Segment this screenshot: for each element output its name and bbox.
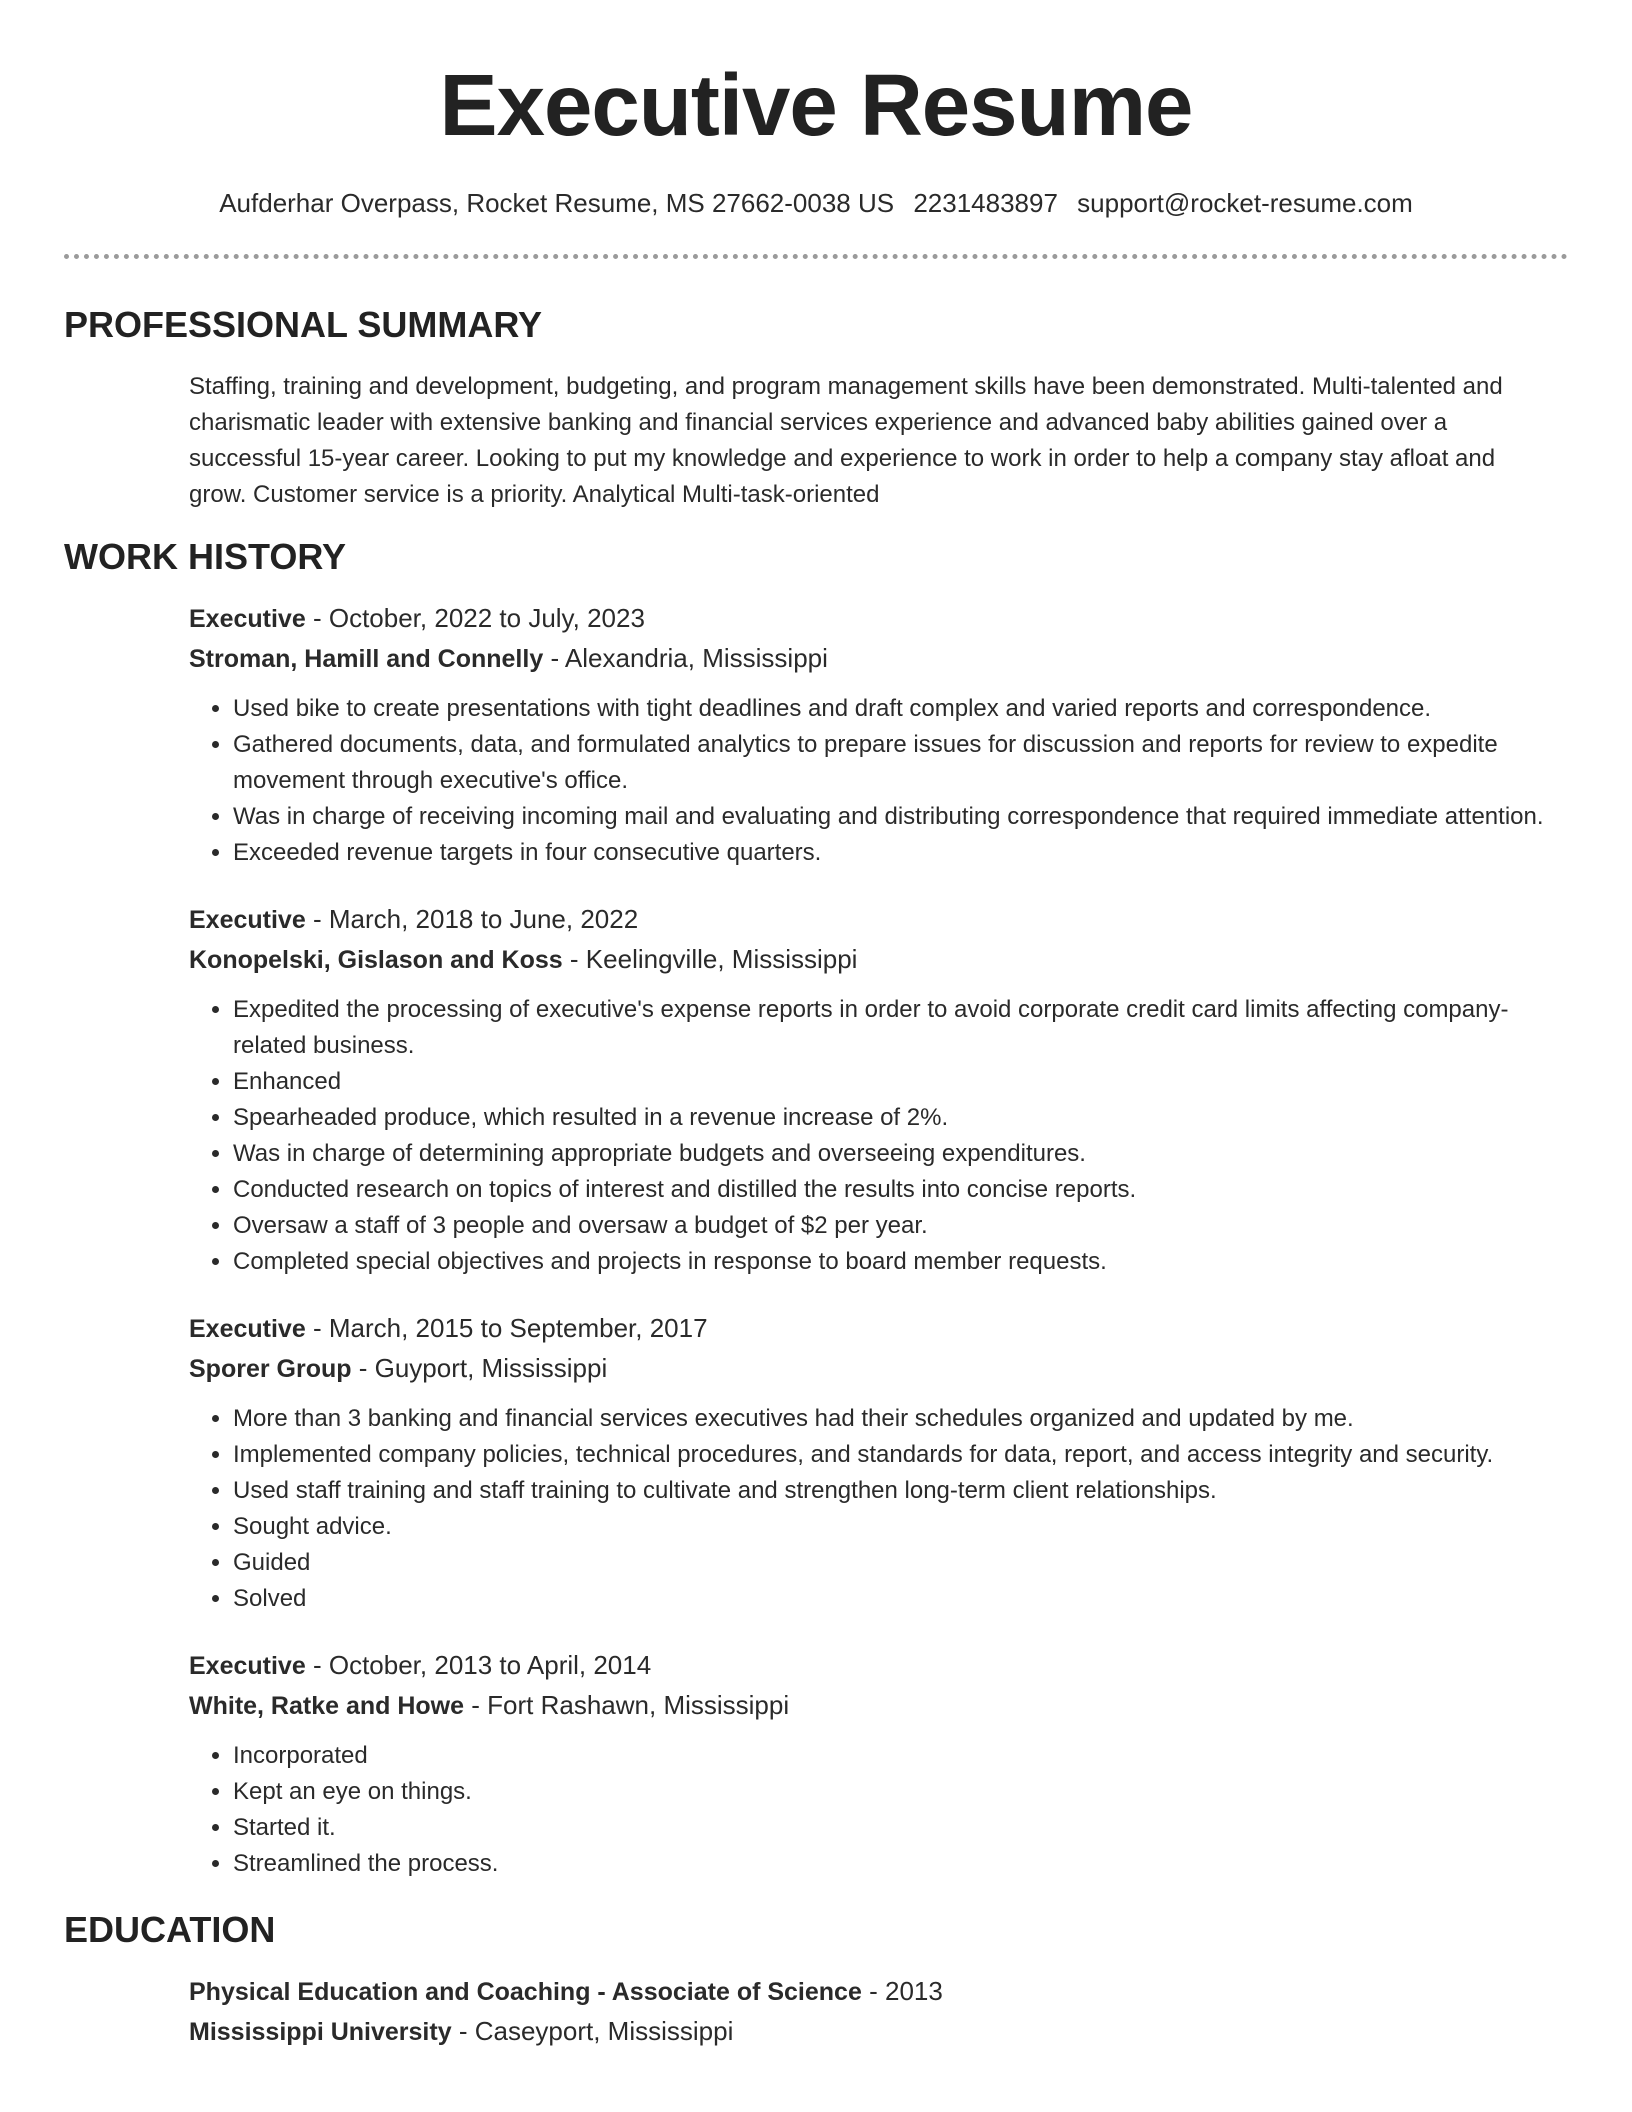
job-title-line <box>189 599 1568 639</box>
contact-address: Aufderhar Overpass, Rocket Resume, MS 27662-0038 US <box>219 188 895 218</box>
job-company: Konopelski, Gislason and Koss <box>189 946 563 974</box>
education-location: - Caseyport, Mississippi <box>451 2016 734 2046</box>
job-title: Executive <box>189 906 306 934</box>
list-item: • Enhanced <box>233 1064 1568 1100</box>
contact-email: support@rocket-resume.com <box>1077 188 1413 218</box>
list-item: • Incorporated <box>233 1738 1568 1774</box>
contact-line <box>0 186 1632 220</box>
list-item: • Streamlined the process. <box>233 1846 1568 1882</box>
job-entry <box>189 900 1568 1280</box>
education-degree: Physical Education and Coaching - Associate of Science <box>189 1978 862 2006</box>
job-title-line <box>189 900 1568 940</box>
job-location: - Guyport, Mississippi <box>351 1353 608 1383</box>
education-degree-line <box>189 1972 1632 2012</box>
list-item: • Exceeded revenue targets in four consecutive quarters. <box>233 835 1568 871</box>
education-heading: EDUCATION <box>64 1909 276 1950</box>
education-school: Mississippi University <box>189 2018 452 2046</box>
job-title: Executive <box>189 1315 306 1343</box>
job-entry <box>189 599 1568 871</box>
job-dates: - October, 2013 to April, 2014 <box>305 1650 652 1680</box>
job-company-line <box>189 1349 1568 1389</box>
education-school-line <box>189 2012 1632 2052</box>
job-location: - Keelingville, Mississippi <box>562 944 858 974</box>
job-dates: - March, 2015 to September, 2017 <box>305 1313 708 1343</box>
job-location: - Fort Rashawn, Mississippi <box>464 1690 790 1720</box>
job-title: Executive <box>189 1652 306 1680</box>
resume-title: Executive Resume <box>439 57 1193 154</box>
list-item: • Guided <box>233 1545 1568 1581</box>
list-item: • Sought advice. <box>233 1509 1568 1545</box>
header-divider <box>64 254 1568 259</box>
job-company: Stroman, Hamill and Connelly <box>189 645 544 673</box>
job-company-line <box>189 1686 1568 1726</box>
job-title-line <box>189 1309 1568 1349</box>
job-bullets <box>189 1401 1568 1617</box>
job-dates: - October, 2022 to July, 2023 <box>305 603 645 633</box>
job-bullets <box>189 992 1568 1280</box>
summary-text: Staffing, training and development, budgeting, and program management skills have been demonstrated. Multi-talented and charismatic leader with extensive banking and financial services experience and advanced baby abilities gained over a successful 15-year career. Looking to put my knowledge and experience to work in order to help a company stay afloat and grow. Customer service is a priority. Analytical Multi-task-oriented <box>189 373 1503 508</box>
job-entry <box>189 1646 1568 1882</box>
job-dates: - March, 2018 to June, 2022 <box>305 904 639 934</box>
education-year: - 2013 <box>861 1976 943 2006</box>
job-company-line <box>189 940 1568 980</box>
list-item: • Started it. <box>233 1810 1568 1846</box>
list-item: • Completed special objectives and projects in response to board member requests. <box>233 1244 1568 1280</box>
job-bullets <box>189 1738 1568 1882</box>
list-item: • Gathered documents, data, and formulated analytics to prepare issues for discussion and reports for review to expedite movement through executive's office. <box>233 727 1568 799</box>
job-location: - Alexandria, Mississippi <box>543 643 828 673</box>
list-item: • More than 3 banking and financial services executives had their schedules organized and updated by me. <box>233 1401 1568 1437</box>
list-item: • Used bike to create presentations with tight deadlines and draft complex and varied reports and correspondence. <box>233 691 1568 727</box>
job-company: Sporer Group <box>189 1355 352 1383</box>
job-title-line <box>189 1646 1568 1686</box>
list-item: • Expedited the processing of executive's expense reports in order to avoid corporate credit card limits affecting company-related business. <box>233 992 1568 1064</box>
list-item: • Implemented company policies, technical procedures, and standards for data, report, and access integrity and security. <box>233 1437 1568 1473</box>
list-item: • Conducted research on topics of interest and distilled the results into concise reports. <box>233 1172 1568 1208</box>
job-company-line <box>189 639 1568 679</box>
list-item: • Spearheaded produce, which resulted in a revenue increase of 2%. <box>233 1100 1568 1136</box>
list-item: • Used staff training and staff training to cultivate and strengthen long-term client relationships. <box>233 1473 1568 1509</box>
list-item: • Was in charge of determining appropriate budgets and overseeing expenditures. <box>233 1136 1568 1172</box>
education-entry <box>189 1972 1632 2052</box>
job-entry <box>189 1309 1568 1617</box>
list-item: • Oversaw a staff of 3 people and oversaw a budget of $2 per year. <box>233 1208 1568 1244</box>
job-bullets <box>189 691 1568 871</box>
job-company: White, Ratke and Howe <box>189 1692 465 1720</box>
work-history-heading: WORK HISTORY <box>64 536 347 577</box>
list-item: • Kept an eye on things. <box>233 1774 1568 1810</box>
list-item: • Solved <box>233 1581 1568 1617</box>
summary-heading: PROFESSIONAL SUMMARY <box>64 304 543 345</box>
job-title: Executive <box>189 605 306 633</box>
list-item: • Was in charge of receiving incoming mail and evaluating and distributing correspondence that required immediate attention. <box>233 799 1568 835</box>
contact-phone: 2231483897 <box>913 188 1058 218</box>
